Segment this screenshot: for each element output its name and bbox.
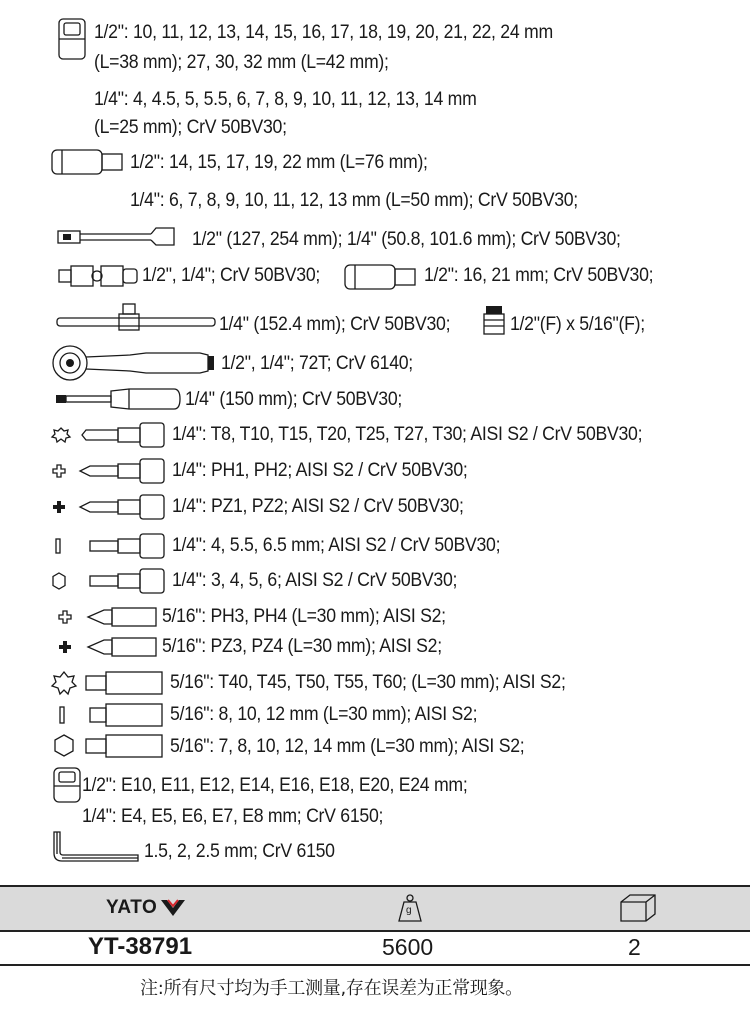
spec-line-10: 1/4" (152.4 mm); CrV 50BV30; bbox=[219, 314, 451, 335]
spec-line-8: 1/2", 1/4"; CrV 50BV30; bbox=[142, 265, 321, 286]
spec-line-26: 1.5, 2, 2.5 mm; CrV 6150 bbox=[144, 841, 335, 862]
universal-joint-icon bbox=[57, 262, 139, 290]
spec-line-24: 1/2": E10, E11, E12, E14, E16, E18, E20, E24 mm; bbox=[82, 775, 468, 796]
measurement-note: 注:所有尺寸均为手工测量,存在误差为正常现象。 bbox=[140, 978, 523, 999]
spec-line-12: 1/2", 1/4"; 72T; CrV 6140; bbox=[221, 353, 413, 374]
spec-line-15: 1/4": PH1, PH2; AISI S2 / CrV 50BV30; bbox=[172, 460, 468, 481]
pozidriv-bit-icon bbox=[50, 492, 168, 522]
slotted-bit-icon bbox=[50, 531, 168, 561]
table-header bbox=[0, 885, 750, 932]
spec-line-17: 1/4": 4, 5.5, 6.5 mm; AISI S2 / CrV 50BV30; bbox=[172, 535, 501, 556]
model-number: YT-38791 bbox=[88, 933, 193, 960]
pozidriv-bit-long-icon bbox=[56, 634, 160, 660]
phillips-bit-long-icon bbox=[56, 604, 160, 630]
brand-logo: YATO bbox=[106, 897, 186, 919]
box-icon bbox=[618, 892, 658, 924]
spinner-handle-icon bbox=[54, 386, 182, 412]
spec-line-25: 1/4": E4, E5, E6, E7, E8 mm; CrV 6150; bbox=[82, 806, 384, 827]
spark-plug-socket-icon bbox=[343, 263, 421, 291]
spec-line-22: 5/16": 8, 10, 12 mm (L=30 mm); AISI S2; bbox=[170, 704, 478, 725]
adapter-icon bbox=[482, 304, 506, 336]
slotted-bit-long-icon bbox=[50, 700, 166, 730]
spec-line-11: 1/2"(F) x 5/16"(F); bbox=[510, 314, 645, 335]
torx-bit-long-icon bbox=[50, 668, 166, 698]
weight-unit: g bbox=[406, 905, 412, 916]
deep-socket-icon bbox=[50, 148, 128, 176]
hex-bit-icon bbox=[50, 566, 168, 596]
phillips-bit-icon bbox=[50, 456, 168, 486]
yato-logo-mark bbox=[160, 898, 186, 918]
sliding-t-bar-icon bbox=[55, 302, 217, 336]
hex-key-icon bbox=[50, 830, 142, 864]
spec-line-6: 1/4": 6, 7, 8, 9, 10, 11, 12, 13 mm (L=50 mm); CrV 50BV30; bbox=[130, 190, 578, 211]
hex-bit-long-icon bbox=[50, 731, 166, 761]
extension-bar-icon bbox=[56, 225, 180, 247]
spec-line-23: 5/16": 7, 8, 10, 12, 14 mm (L=30 mm); AISI S2; bbox=[170, 736, 525, 757]
spec-line-13: 1/4" (150 mm); CrV 50BV30; bbox=[185, 389, 403, 410]
socket-icon bbox=[55, 17, 89, 63]
spec-line-4: (L=25 mm); CrV 50BV30; bbox=[94, 117, 287, 138]
spec-line-14: 1/4": T8, T10, T15, T20, T25, T27, T30; AISI S2 / CrV 50BV30; bbox=[172, 424, 643, 445]
box-count: 2 bbox=[628, 934, 641, 960]
spec-line-19: 5/16": PH3, PH4 (L=30 mm); AISI S2; bbox=[162, 606, 446, 627]
spec-line-21: 5/16": T40, T45, T50, T55, T60; (L=30 mm); AISI S2; bbox=[170, 672, 566, 693]
ratchet-icon bbox=[50, 343, 220, 383]
spec-line-9: 1/2": 16, 21 mm; CrV 50BV30; bbox=[424, 265, 654, 286]
spec-line-5: 1/2": 14, 15, 17, 19, 22 mm (L=76 mm); bbox=[130, 152, 428, 173]
e-torx-socket-icon bbox=[52, 766, 82, 806]
spec-line-20: 5/16": PZ3, PZ4 (L=30 mm); AISI S2; bbox=[162, 636, 442, 657]
torx-bit-icon bbox=[50, 420, 168, 450]
table-row bbox=[0, 930, 750, 966]
spec-line-7: 1/2" (127, 254 mm); 1/4" (50.8, 101.6 mm); CrV 50BV30; bbox=[192, 229, 621, 250]
weight-value: 5600 bbox=[382, 934, 434, 960]
spec-line-2: (L=38 mm); 27, 30, 32 mm (L=42 mm); bbox=[94, 52, 389, 73]
spec-line-18: 1/4": 3, 4, 5, 6; AISI S2 / CrV 50BV30; bbox=[172, 570, 458, 591]
spec-line-1: 1/2": 10, 11, 12, 13, 14, 15, 16, 17, 18, 19, 20, 21, 22, 24 mm bbox=[94, 22, 553, 43]
spec-line-16: 1/4": PZ1, PZ2; AISI S2 / CrV 50BV30; bbox=[172, 496, 464, 517]
spec-line-3: 1/4": 4, 4.5, 5, 5.5, 6, 7, 8, 9, 10, 11, 12, 13, 14 mm bbox=[94, 89, 477, 110]
